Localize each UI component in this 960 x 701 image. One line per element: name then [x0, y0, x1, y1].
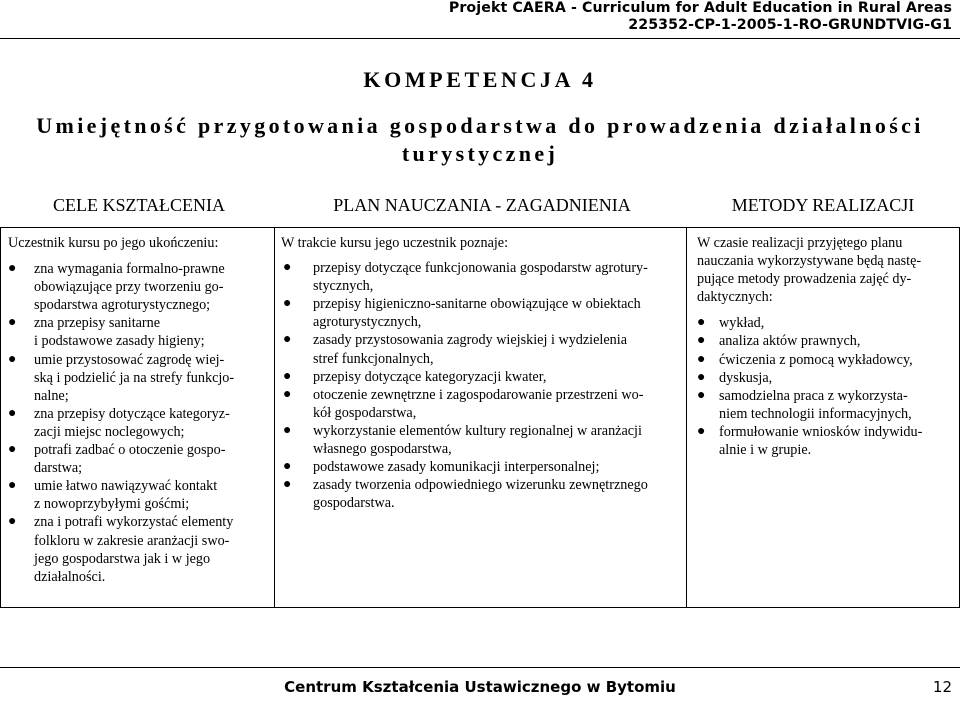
list-item-line: formułowanie wniosków indywidu- [719, 423, 923, 440]
list-item [8, 351, 270, 405]
list-item [697, 314, 955, 332]
bullet-dot-icon: ● [283, 386, 292, 402]
bullet-dot-icon: ● [8, 405, 17, 421]
competence-title: KOMPETENCJA 4 [363, 67, 597, 92]
list-item-line: zna wymagania formalno-prawne [34, 261, 225, 278]
methods-intro-line: daktycznych: [697, 289, 773, 306]
list-item-line: przepisy higieniczno-sanitarne obowiązujące w obiektach [313, 296, 641, 313]
list-item-line: alnie i w grupie. [719, 442, 812, 459]
methods-intro [697, 234, 955, 306]
list-item-line: ską i podzielić ja na strefy funkcjo- [34, 369, 235, 386]
list-item-line: ćwiczenia z pomocą wykładowcy, [719, 351, 913, 368]
header-project-name: Projekt CAERA - Curriculum for Adult Education in Rural Areas [448, 0, 952, 16]
bullet-dot-icon: ● [283, 422, 292, 438]
bullet-dot-icon: ● [8, 261, 17, 277]
footer-institution: Centrum Kształcenia Ustawicznego w Bytomiu [284, 678, 676, 696]
header-rule [0, 38, 960, 39]
page-number: 12 [932, 678, 952, 696]
list-item [697, 423, 955, 459]
bullet-dot-icon: ● [283, 296, 292, 312]
list-item-line: zasady przystosowania zagrody wiejskiej i wydzielenia [313, 332, 627, 349]
list-item-line: agroturystycznych, [313, 314, 422, 331]
list-item-line: zacji miejsc noclegowych; [34, 423, 185, 440]
column-header-goals: CELE KSZTAŁCENIA [52, 195, 226, 215]
list-item-line: podstawowe zasady komunikacji interpersonalnej; [313, 459, 600, 476]
list-item-line: samodzielna praca z wykorzysta- [719, 387, 908, 404]
table-left-border [0, 227, 1, 607]
table-column-divider-2 [686, 227, 687, 607]
list-item-line: zasady tworzenia odpowiedniego wizerunku zewnętrznego [313, 477, 648, 494]
list-item-line: umie łatwo nawiązywać kontakt [34, 478, 218, 495]
footer-rule [0, 667, 960, 668]
bullet-dot-icon: ● [697, 351, 706, 367]
list-item-line: stycznych, [313, 278, 374, 295]
list-item-line: jego gospodarstwa jak i w jego [34, 550, 211, 567]
list-item [8, 441, 270, 477]
list-item-line: folkloru w zakresie aranżacji swo- [34, 532, 230, 549]
list-item [697, 351, 955, 369]
bullet-dot-icon: ● [697, 369, 706, 385]
list-item-line: umie przystosować zagrodę wiej- [34, 351, 225, 368]
methods-cell [697, 234, 955, 459]
bullet-dot-icon: ● [8, 514, 17, 530]
list-item [8, 314, 270, 350]
bullet-dot-icon: ● [697, 315, 706, 331]
list-item-line: wykorzystanie elementów kultury regionalnej w aranżacji [313, 422, 642, 439]
list-item-line: kół gospodarstwa, [313, 404, 417, 421]
bullet-dot-icon: ● [283, 332, 292, 348]
list-item-line: zna przepisy sanitarne [34, 315, 161, 332]
list-item-line: otoczenie zewnętrzne i zagospodarowanie przestrzeni wo- [313, 386, 644, 403]
goals-intro: Uczestnik kursu po jego ukończeniu: [8, 235, 219, 251]
bullet-dot-icon: ● [697, 423, 706, 439]
list-item-line: zna przepisy dotyczące kategoryz- [34, 405, 230, 422]
table-bottom-border [0, 607, 960, 608]
table-top-border [0, 227, 960, 228]
methods-list [697, 314, 955, 459]
bullet-dot-icon: ● [697, 387, 706, 403]
column-header-plan: PLAN NAUCZANIA - ZAGADNIENIA [333, 195, 631, 215]
list-item [281, 331, 681, 367]
goals-cell [8, 234, 270, 586]
list-item-line: przepisy dotyczące funkcjonowania gospodarstw agrotury- [313, 260, 648, 277]
list-item [697, 387, 955, 423]
plan-intro: W trakcie kursu jego uczestnik poznaje: [281, 235, 509, 251]
list-item-line: obowiązujące przy tworzeniu go- [34, 279, 224, 296]
list-item [281, 368, 681, 386]
list-item [281, 422, 681, 458]
bullet-dot-icon: ● [8, 442, 17, 458]
header-project-code: 225352-CP-1-2005-1-RO-GRUNDTVIG-G1 [628, 17, 952, 33]
methods-intro-line: nauczania wykorzystywane będą nastę- [697, 253, 922, 270]
list-item-line: gospodarstwa. [313, 495, 395, 512]
bullet-dot-icon: ● [283, 260, 292, 276]
list-item-line: analiza aktów prawnych, [719, 333, 861, 350]
bullet-dot-icon: ● [283, 368, 292, 384]
list-item [8, 260, 270, 314]
list-item-line: potrafi zadbać o otoczenie gospo- [34, 442, 226, 459]
goals-list [8, 260, 270, 586]
plan-list [281, 259, 681, 512]
list-item [281, 458, 681, 476]
list-item-line: dyskusja, [719, 369, 773, 386]
list-item-line: własnego gospodarstwa, [313, 441, 452, 458]
list-item-line: przepisy dotyczące kategoryzacji kwater, [313, 368, 547, 385]
list-item-line: działalności. [34, 568, 106, 585]
list-item-line: z nowoprzybyłymi gośćmi; [34, 496, 190, 513]
list-item [8, 477, 270, 513]
bullet-dot-icon: ● [8, 315, 17, 331]
methods-intro-line: pujące metody prowadzenia zajęć dy- [697, 271, 912, 288]
list-item [281, 259, 681, 295]
list-item-line: stref funkcjonalnych, [313, 350, 434, 367]
bullet-dot-icon: ● [283, 477, 292, 493]
column-header-methods: METODY REALIZACJI [731, 195, 915, 215]
list-item [697, 332, 955, 350]
list-item [281, 295, 681, 331]
bullet-dot-icon: ● [283, 459, 292, 475]
bullet-dot-icon: ● [8, 351, 17, 367]
plan-cell [281, 234, 681, 512]
methods-intro-line: W czasie realizacji przyjętego planu [697, 235, 903, 251]
bullet-dot-icon: ● [697, 333, 706, 349]
list-item [697, 369, 955, 387]
list-item-line: spodarstwa agroturystycznego; [34, 297, 211, 314]
list-item-line: nalne; [34, 387, 69, 404]
list-item [281, 386, 681, 422]
competence-subtitle-line-1: Umiejętność przygotowania gospodarstwa do prowadzenia działalności [36, 113, 924, 138]
list-item-line: zna i potrafi wykorzystać elementy [34, 514, 234, 531]
list-item [8, 405, 270, 441]
list-item-line: i podstawowe zasady higieny; [34, 333, 205, 350]
list-item [281, 476, 681, 512]
bullet-dot-icon: ● [8, 478, 17, 494]
competence-subtitle-line-2: turystycznej [401, 141, 559, 166]
list-item [8, 513, 270, 585]
list-item-line: niem technologii informacyjnych, [719, 405, 912, 422]
list-item-line: darstwa; [34, 460, 83, 477]
table-column-divider-1 [274, 227, 275, 607]
list-item-line: wykład, [719, 315, 765, 332]
